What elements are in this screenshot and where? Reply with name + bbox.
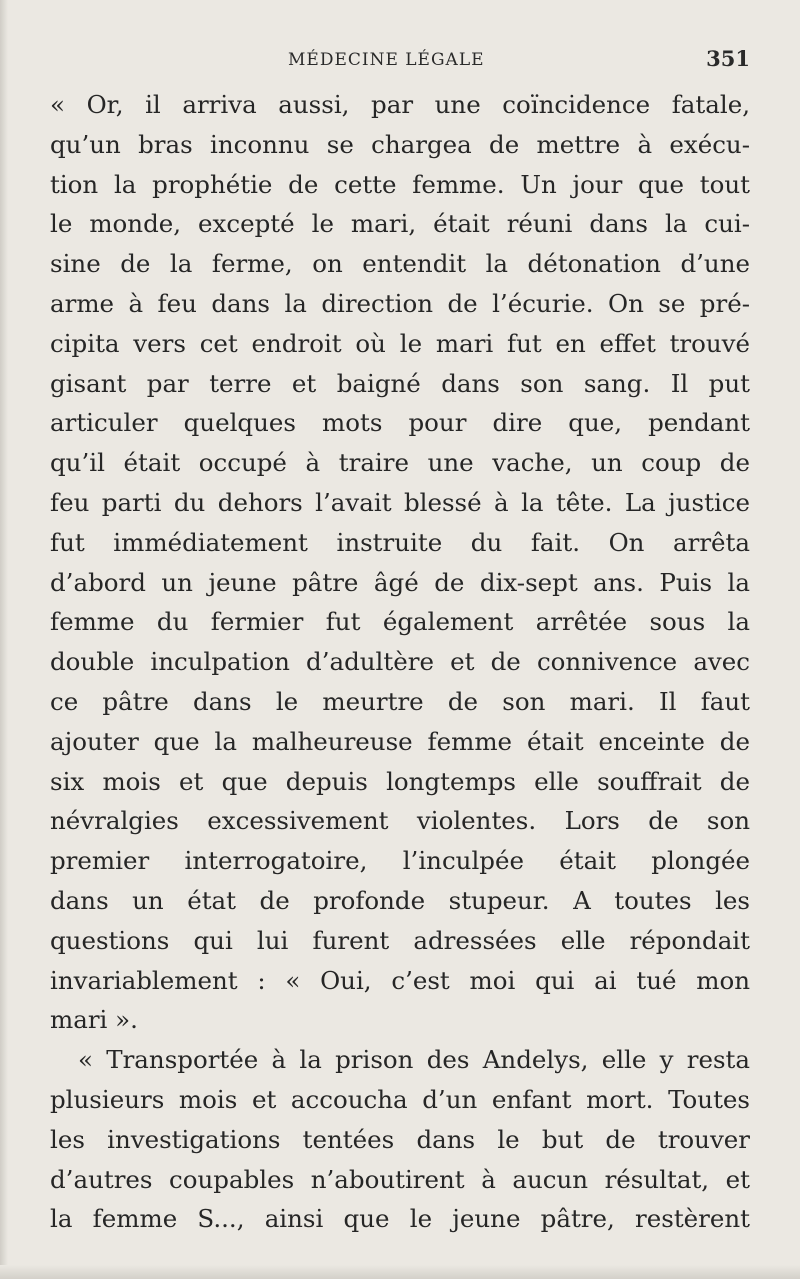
text-line: questions qui lui furent adressées elle répondait <box>50 925 750 955</box>
text-line: premier interrogatoire, l’inculpée était plongée <box>50 846 750 876</box>
text-line: arme à feu dans la direction de l’écurie. On se pré- <box>50 288 750 318</box>
text-line: six mois et que depuis longtemps elle souffrait de <box>50 766 750 796</box>
text-line: double inculpation d’adultère et de connivence avec <box>50 647 750 677</box>
text-line: articuler quelques mots pour dire que, pendant <box>50 408 750 438</box>
page-bottom-shadow <box>0 1265 800 1279</box>
text-line: dans un état de profonde stupeur. A toutes les <box>50 885 750 915</box>
body-text <box>50 85 750 1239</box>
text-line: le monde, excepté le mari, était réuni dans la cui- <box>50 209 750 239</box>
text-line: ajouter que la malheureuse femme était enceinte de <box>50 726 750 756</box>
text-line: cipita vers cet endroit où le mari fut en effet trouvé <box>50 328 750 358</box>
text-line: « Transportée à la prison des Andelys, elle y resta <box>78 1045 750 1075</box>
text-line: qu’il était occupé à traire une vache, un coup de <box>50 448 750 478</box>
page-edge-shadow <box>0 0 8 1279</box>
text-line: mari ». <box>50 1005 138 1035</box>
text-line: feu parti du dehors l’avait blessé à la tête. La justice <box>50 487 750 517</box>
text-line: fut immédiatement instruite du fait. On arrêta <box>50 527 750 557</box>
text-line: les investigations tentées dans le but de trouver <box>50 1124 750 1154</box>
text-line: névralgies excessivement violentes. Lors de son <box>50 806 750 836</box>
text-line: plusieurs mois et accoucha d’un enfant mort. Toutes <box>50 1084 750 1114</box>
page-number: 351 <box>706 46 750 71</box>
page-header <box>50 46 750 76</box>
text-line: tion la prophétie de cette femme. Un jour que tout <box>50 169 750 199</box>
running-title: MÉDECINE LÉGALE <box>288 50 485 70</box>
text-line: d’abord un jeune pâtre âgé de dix-sept ans. Puis la <box>50 567 750 597</box>
text-line: la femme S..., ainsi que le jeune pâtre, restèrent <box>50 1204 750 1234</box>
text-line: qu’un bras inconnu se chargea de mettre à exécu- <box>50 129 750 159</box>
text-line: d’autres coupables n’aboutirent à aucun résultat, et <box>50 1164 750 1194</box>
text-line: « Or, il arriva aussi, par une coïncidence fatale, <box>50 90 750 119</box>
text-line: invariablement : « Oui, c’est moi qui ai tué mon <box>50 965 750 995</box>
text-line: ce pâtre dans le meurtre de son mari. Il faut <box>50 686 750 716</box>
text-line: gisant par terre et baigné dans son sang. Il put <box>50 368 750 398</box>
text-line: femme du fermier fut également arrêtée sous la <box>50 607 750 637</box>
text-line: sine de la ferme, on entendit la détonation d’une <box>50 249 750 279</box>
